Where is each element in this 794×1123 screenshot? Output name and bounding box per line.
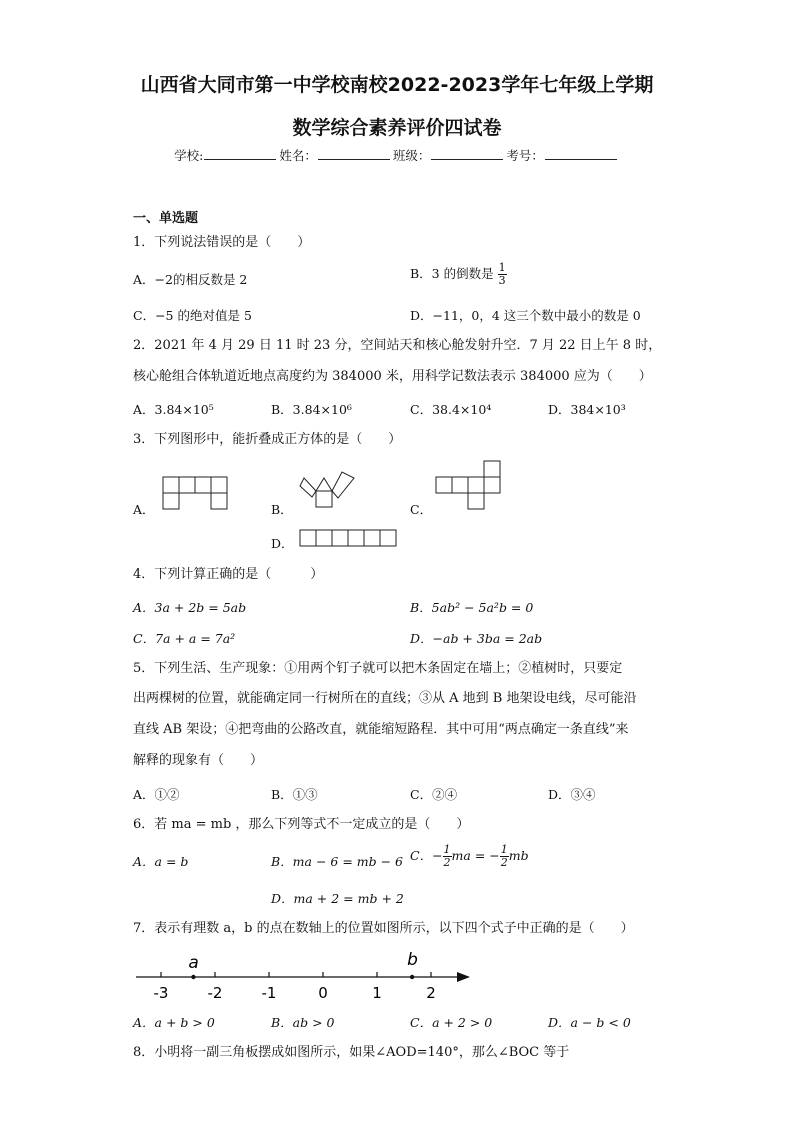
student-info-fields	[0, 146, 794, 164]
q7-option-d[interactable]: D．a − b < 0	[548, 1015, 631, 1030]
point-a-dot	[191, 975, 195, 979]
q7-number-line	[130, 945, 480, 1005]
q6-fraction-right: $\frac{1}{2}$	[500, 843, 508, 869]
q7-option-c[interactable]: C．a + 2 > 0	[410, 1015, 493, 1030]
q6-stem: 6．若 ma = mb ，那么下列等式不一定成立的是（ ）	[133, 817, 470, 832]
tick-label: 0	[318, 984, 328, 1002]
q8-stem: 8．小明将一副三角板摆成如图所示，如果∠AOD=140°，那么∠BOC 等于	[133, 1045, 570, 1060]
point-b-label: b	[407, 950, 418, 970]
exam-title-line2: 数学综合素养评价四试卷	[292, 117, 502, 139]
q5-stem-line1: 5．下列生活、生产现象：①用两个钉子就可以把木条固定在墙上；②植树时，只要定	[133, 661, 623, 676]
q6-option-c-mid: ma = −	[451, 848, 500, 863]
tick-label: 2	[426, 984, 436, 1002]
q4-option-a[interactable]: A．3a + 2b = 5ab	[133, 600, 247, 615]
q7-option-b[interactable]: B．ab > 0	[271, 1015, 335, 1030]
class-blank[interactable]	[431, 147, 503, 160]
q4-option-b[interactable]: B．5ab² − 5a²b = 0	[410, 600, 534, 615]
q5-option-b[interactable]: B．①③	[271, 787, 318, 802]
q6-option-b[interactable]: B．ma − 6 = mb − 6	[271, 854, 404, 869]
q2-option-a[interactable]: A．3.84×10⁵	[133, 402, 214, 417]
q7-option-a[interactable]: A．a + b > 0	[133, 1015, 215, 1030]
q1-option-d[interactable]: D．−11，0，4 这三个数中最小的数是 0	[410, 308, 641, 323]
tick-label: -3	[153, 984, 169, 1002]
q1-option-b[interactable]	[410, 262, 507, 287]
exam-no-label: 考号：	[506, 148, 544, 163]
q1-option-a[interactable]: A．−2的相反数是 2	[133, 272, 248, 287]
school-blank[interactable]	[204, 147, 276, 160]
q6-option-c-prefix: C．−	[410, 848, 443, 863]
q3-net-a	[160, 474, 230, 510]
q5-option-c[interactable]: C．②④	[410, 787, 458, 802]
point-a-label: a	[188, 953, 199, 973]
q2-option-b[interactable]: B．3.84×10⁶	[271, 402, 352, 417]
q5-stem-line4: 解释的现象有（ ）	[133, 753, 264, 768]
q3-option-a-label[interactable]: A．	[133, 502, 155, 517]
q6-option-a[interactable]: A．a = b	[133, 854, 189, 869]
tick-label: -2	[207, 984, 223, 1002]
q3-option-d-label[interactable]: D．	[271, 536, 294, 551]
q3-net-c	[433, 458, 503, 512]
q2-stem-line1: 2．2021 年 4 月 29 日 11 时 23 分，空间站天和核心舱发射升空．7 月 22 日上午 8 时，	[133, 338, 662, 353]
q1-stem: 1．下列说法错误的是（ ）	[133, 235, 311, 250]
name-label: 姓名：	[279, 148, 317, 163]
q3-net-d	[297, 527, 399, 549]
q6-option-d[interactable]: D．ma + 2 = mb + 2	[271, 891, 404, 906]
exam-no-blank[interactable]	[545, 147, 617, 160]
q5-stem-line2: 出两棵树的位置，就能确定同一行树所在的直线；③从 A 地到 B 地架设电线，尽可能沿	[133, 691, 637, 706]
name-blank[interactable]	[318, 147, 390, 160]
q7-stem: 7．表示有理数 a，b 的点在数轴上的位置如图所示，以下四个式子中正确的是（ ）	[133, 921, 634, 936]
q1-fraction: $\frac{1}{3}$	[498, 261, 506, 287]
tick-label: 1	[372, 984, 382, 1002]
q5-option-a[interactable]: A．①②	[133, 787, 180, 802]
q6-option-c[interactable]	[410, 844, 529, 869]
q5-option-d[interactable]: D．③④	[548, 787, 596, 802]
q2-option-d[interactable]: D．384×10³	[548, 402, 626, 417]
q1-option-b-text: B．3 的倒数是	[410, 266, 494, 281]
q3-option-c-label[interactable]: C．	[410, 502, 433, 517]
section-heading: 一、单选题	[133, 211, 199, 226]
q2-stem-line2: 核心舱组合体轨道近地点高度约为 384000 米，用科学记数法表示 384000 应为（ ）	[133, 369, 652, 384]
q3-net-b	[296, 464, 360, 512]
q1-option-c[interactable]: C．−5 的绝对值是 5	[133, 308, 252, 323]
q3-stem: 3．下列图形中，能折叠成正方体的是（ ）	[133, 432, 402, 447]
class-label: 班级：	[392, 148, 431, 163]
q3-option-b-label[interactable]: B．	[271, 502, 293, 517]
school-label: 学校:	[174, 148, 204, 163]
q5-stem-line3: 直线 AB 架设；④把弯曲的公路改直，就能缩短路程．其中可用“两点确定一条直线”来	[133, 722, 629, 737]
point-b-dot	[410, 975, 414, 979]
q4-option-d[interactable]: D．−ab + 3ba = 2ab	[410, 631, 543, 646]
q4-stem: 4．下列计算正确的是（ ）	[133, 567, 324, 582]
tick-label: -1	[261, 984, 277, 1002]
number-line-arrow-icon	[457, 972, 470, 982]
q6-fraction-left: $\frac{1}{2}$	[443, 843, 451, 869]
exam-title-line1: 山西省大同市第一中学校南校2022-2023学年七年级上学期	[140, 74, 654, 96]
q6-option-c-suffix: mb	[508, 848, 529, 863]
q4-option-c[interactable]: C．7a + a = 7a²	[133, 631, 236, 646]
q2-option-c[interactable]: C．38.4×10⁴	[410, 402, 492, 417]
